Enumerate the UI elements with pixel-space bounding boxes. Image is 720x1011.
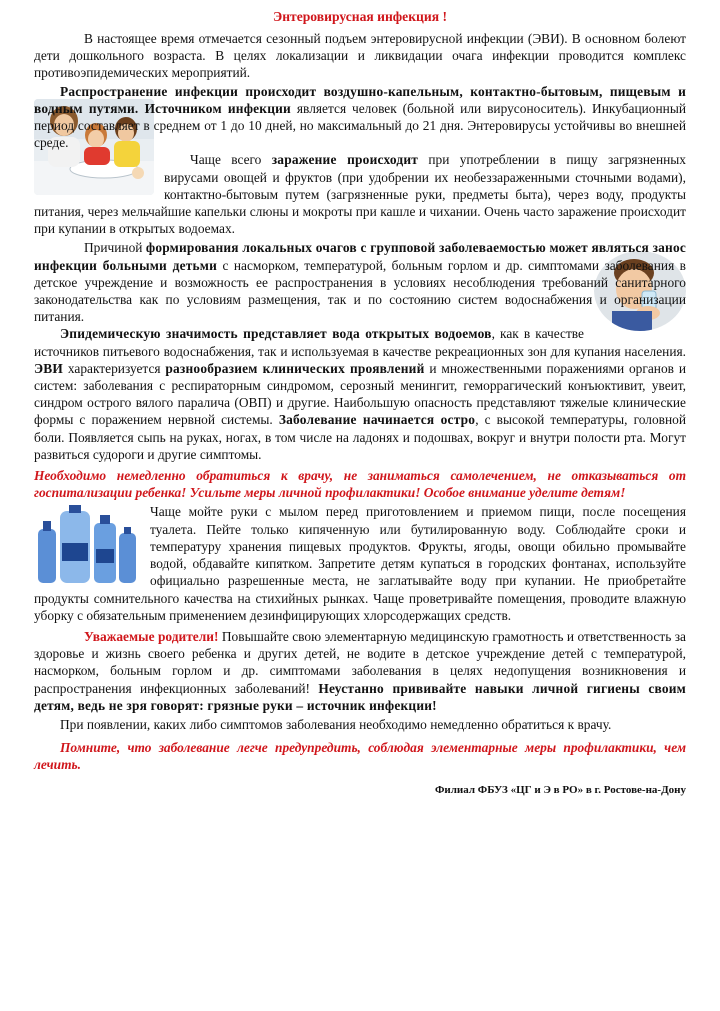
bottled-water-image	[34, 503, 140, 587]
paragraph-prevention: Чаще мойте руки с мылом перед приготовлением и приемом пищи, после посещения туалета. Пейте только кипяченную или бутилированную воду. Соблюдайте сроки и температуру хранения пищевых продуктов. Фрукты, ягоды, овощи обильно промывайте водой, обдавайте кипятком. Запретите детям купаться в городских фонтанах, используйте официально разрешенные места, не заглатывайте воду при купании. Не приобретайте продукты сомнительного качества на стихийных рынках. Чаще проветривайте помещения, проводите влажную уборку с обязательным применением дезинфицирующих хлорсодержащих средств.	[34, 504, 686, 623]
hygiene-bold-text: Неустанно прививайте навыки личной гигиены своим детям, ведь не зря говорят: грязные руки – источник инфекции!	[34, 680, 686, 713]
warning-red: Необходимо немедленно обратиться к врачу, не заниматься самолечением, не отказываться от госпитализации ребенка! Усильте меры личной профилактики! Особое внимание уделите детям!	[34, 468, 686, 501]
onset-text: , с высокой температуры, головной боли. Появляется сыпь на руках, ногах, в том числе на ладонях и подошвах, вокруг и внутри полости рта. Могут развиться судороги и другие симптомы.	[34, 412, 687, 462]
clinical-text: и множественными поражениями органов и систем: заболевания с респираторным синдромом, серозный менингит, геморрагический конъюктивит, увеит, синдром острого вялого паралича (ОВП) и другие. Наибольшую опасность представляют тяжелые клинические формы с поражением нервной системы.	[34, 360, 686, 428]
outbreaks-lead: Причиной	[84, 240, 146, 256]
parents-text: Повышайте свою элементарную медицинскую грамотность и ответственность за здоровье и жизнь своего ребенка и других детей, не водите в детское учреждение детей с температурой, насморком, больным горлом и др. симптомами заболевания в целях недопущения возникновения и распространения инфекционных заболеваний!	[34, 628, 686, 696]
reminder-red: Помните, что заболевание легче предупредить, соблюдая элементарные меры профилактики, чем лечить.	[34, 740, 686, 773]
paragraph-water	[34, 325, 686, 463]
water-text: , как в качестве источников питьевого водоснабжения, так и используемая в качестве рекреационных зон для купания населения.	[34, 326, 686, 359]
spread-bold-text: Распространение инфекции происходит воздушно-капельным, контактно-бытовым, пищевым и водным путями. Источником инфекции	[34, 83, 686, 116]
paragraph-parents	[34, 628, 686, 714]
routes-lead: Чаще всего	[190, 152, 272, 168]
paragraph-intro: В настоящее время отмечается сезонный подъем энтеровирусной инфекции (ЭВИ). В основном болеют дети дошкольного возраста. В целях локализации и ликвидации очага инфекции проводится комплекс противоэпидемических мероприятий.	[34, 31, 686, 81]
water-text-2: характеризуется	[63, 360, 166, 376]
water-bold-text: Эпидемическую значимость представляет вода открытых водоемов	[60, 326, 492, 342]
paragraph-outbreaks	[34, 239, 686, 325]
water-bottles-illustration	[34, 503, 140, 587]
routes-text: при употреблении в пищу загрязненных вирусами овощей и фруктов (при удобрении их необеззараженными сточными водами), контактно-бытовым путем (загрязненные руки, предметы быта), через воду, продукты питания, через мельчайшие капельки слюны и мокроты при кашле и чихании. Очень часто заражение происходит при купании в открытых водоемах.	[34, 152, 687, 237]
page-title: Энтеровирусная инфекция !	[272, 9, 447, 24]
routes-bold-text: заражение происходит	[271, 152, 419, 168]
outbreaks-text: с насморком, температурой, больным горлом и др. симптомами заболевания в детское учреждение и возможность ее распространения в условиях несоблюдения требований санитарного законодательства как по условиям размещения, так и по состоянию систем водоснабжения и организации питания.	[34, 257, 686, 325]
parents-red-heading: Уважаемые родители!	[84, 628, 219, 644]
footer-organization: Филиал ФБУЗ «ЦГ и Э в РО» в г. Ростове-на-Дону	[434, 783, 686, 796]
clinical-bold-text: разнообразием клинических проявлений	[165, 360, 425, 376]
outbreaks-bold-text: формирования локальных очагов с групповой заболеваемостью может являться занос инфекции больными детьми	[34, 240, 687, 273]
evi-abbr: ЭВИ	[34, 360, 64, 376]
onset-bold-text: Заболевание начинается остро	[278, 412, 476, 428]
paragraph-symptoms: При появлении, каких либо симптомов заболевания необходимо немедленно обратиться к врачу.	[60, 716, 612, 732]
spread-text: является человек (больной или вирусоноситель). Инкубационный период составляет в среднем от 1 до 10 дней, но максимальный до 21 дня. Энтеровирусы устойчивы во внешней среде.	[34, 100, 687, 151]
